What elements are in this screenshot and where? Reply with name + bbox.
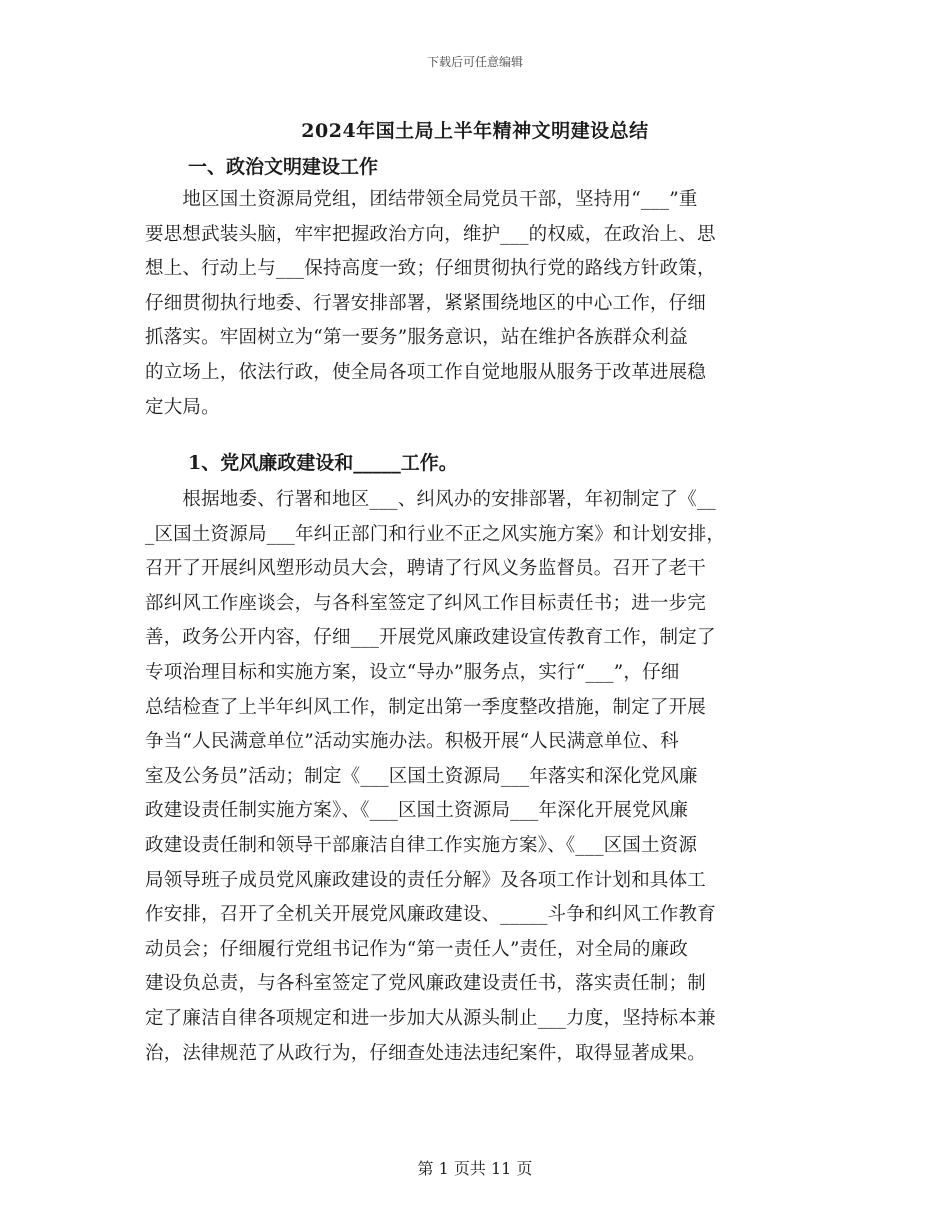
text-line: 治，法律规范了从政行为，仔细查处违法违纪案件，取得显著成果。 (145, 1042, 707, 1064)
text-line: 地区国土资源局党组，团结带领全局党员干部，坚持用“___”重 (145, 189, 698, 210)
header-note: 下载后可任意编辑 (426, 55, 523, 69)
text-line: 政建设责任制实施方案》、《___区国土资源局___年深化开展党风廉 (145, 800, 689, 822)
text-line: _区国土资源局___年纠正部门和行业不正之风实施方案》和计划安排， (145, 523, 726, 545)
document-title: 2024年国土局上半年精神文明建设总结 (301, 120, 649, 142)
subsection-heading: 1、党风廉政建设和_____工作。 (188, 452, 458, 474)
text-line: 室及公务员”活动；制定《___区国土资源局___年落实和深化党风廉 (145, 765, 698, 787)
text-line: 总结检查了上半年纠风工作，制定出第一季度整改措施，制定了开展 (145, 696, 707, 718)
paragraph (145, 183, 807, 425)
text-line: 部纠风工作座谈会，与各科室签定了纠风工作目标责任书；进一步完 (145, 592, 707, 614)
text-line: 仔细贯彻执行地委、行署安排部署，紧紧围绕地区的中心工作，仔细 (145, 292, 707, 314)
text-line: 局领导班子成员党风廉政建设的责任分解》及各项工作计划和具体工 (145, 869, 707, 891)
text-line: 的立场上，依法行政，使全局各项工作自觉地服从服务于改革进展稳 (145, 361, 707, 383)
text-line: 建设负总责，与各科室签定了党风廉政建设责任书，落实责任制；制 (145, 973, 707, 995)
text-line: 政建设责任制和领导干部廉洁自律工作实施方案》、《___区国土资源 (145, 834, 698, 856)
text-line: 动员会；仔细履行党组书记作为“第一责任人”责任，对全局的廉政 (145, 938, 688, 960)
text-line: 根据地委、行署和地区___、纠风办的安排部署，年初制定了《__ (145, 489, 716, 510)
page-footer: 第 1 页共 11 页 (417, 1159, 533, 1178)
text-line: 想上、行动上与___保持高度一致；仔细贯彻执行党的路线方针政策， (145, 258, 716, 280)
text-line: 定了廉洁自律各项规定和进一步加大从源头制止___力度，坚持标本兼 (145, 1007, 716, 1029)
paragraph (145, 483, 807, 1071)
text-line: 定大局。 (145, 396, 220, 418)
text-line: 作安排，召开了全机关开展党风廉政建设、_____斗争和纠风工作教育 (145, 904, 716, 926)
text-line: 专项治理目标和实施方案，设立“导办”服务点，实行“___”，仔细 (145, 661, 680, 683)
text-line: 抓落实。牢固树立为“第一要务”服务意识，站在维护各族群众利益 (145, 327, 688, 349)
section-heading: 一、政治文明建设工作 (188, 156, 379, 178)
text-line: 争当“人民满意单位”活动实施办法。积极开展“人民满意单位、科 (145, 731, 679, 753)
text-line: 善，政务公开内容，仔细___开展党风廉政建设宣传教育工作，制定了 (145, 627, 716, 649)
text-line: 要思想武装头脑，牢牢把握政治方向，维护___的权威，在政治上、思 (145, 223, 716, 245)
text-line: 召开了开展纠风塑形动员大会，聘请了行风义务监督员。召开了老干 (145, 558, 707, 580)
